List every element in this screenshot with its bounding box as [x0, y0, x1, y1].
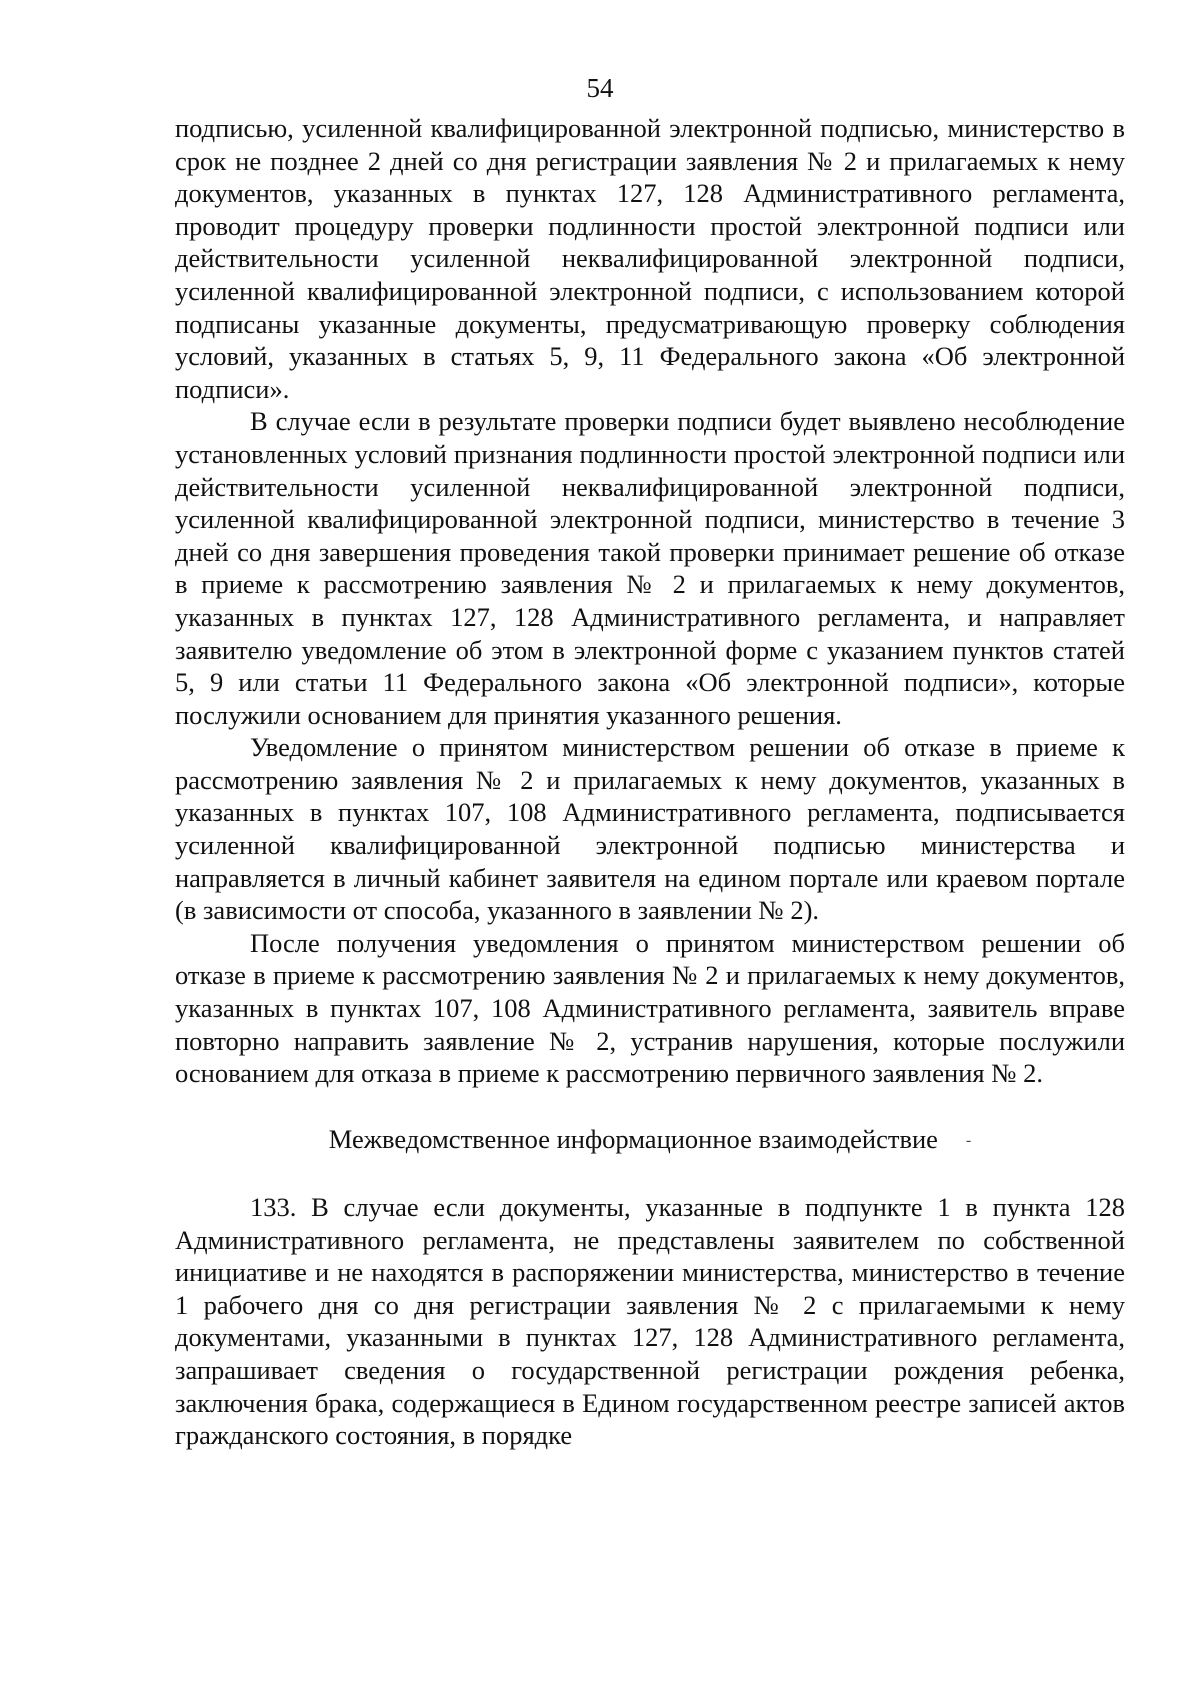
paragraph-refusal-notice: Уведомление о принятом министерством решении об отказе в приеме к рассмотрению заявления № 2 и прилагаемых к нему документов, указанных в указанных в пунктах 107, 108 Административного регламента, подписывается усиленной квалифицированной электронной подписью министерства и направляется в личный кабинет заявителя на едином портале или краевом портале (в зависимости от способа, указанного в заявлении № 2).	[175, 732, 1125, 926]
page-number: 54	[586, 73, 614, 103]
paragraph-continuation: подписью, усиленной квалифицированной электронной подписью, министерство в срок не позднее 2 дней со дня регистрации заявления № 2 и прилагаемых к нему документов, указанных в пунктах 127, 128 Административного регламента, проводит процедуру проверки подлинности простой электронной подписи или действительности усиленной неквалифицированной электронной подписи, усиленной квалифицированной электронной подписи, с использованием которой подписаны указанные документы, предусматривающую проверку соблюдения условий, указанных в статьях 5, 9, 11 Федерального закона «Об электронной подписи».	[175, 113, 1125, 404]
paragraph-133: 133. В случае если документы, указанные в подпункте 1 в пункта 128 Административного регламента, не представлены заявителем по собственной инициативе и не находятся в распоряжении министерства, министерство в течение 1 рабочего дня со дня регистрации заявления № 2 с прилагаемыми к нему документами, указанными в пунктах 127, 128 Административного регламента, запрашивает сведения о государственной регистрации рождения ребенка, заключения брака, содержащиеся в Едином государственном реестре записей актов гражданского состояния, в порядке	[175, 1192, 1125, 1451]
section-heading-text: Межведомственное информационное взаимодействие	[328, 1123, 938, 1154]
section-heading-mark: -	[965, 1132, 972, 1150]
document-body	[175, 112, 1125, 1452]
paragraph-resubmission: После получения уведомления о принятом министерством решении об отказе в приеме к рассмотрению заявления № 2 и прилагаемых к нему документов, указанных в пунктах 107, 108 Административного регламента, заявитель вправе повторно направить заявление № 2, устранив нарушения, которые послужили основанием для отказа в приеме к рассмотрению первичного заявления № 2.	[175, 927, 1125, 1089]
section-heading	[175, 1123, 1125, 1158]
paragraph-signature-check: В случае если в результате проверки подписи будет выявлено несоблюдение установленных условий признания подлинности простой электронной подписи или действительности усиленной неквалифицированной электронной подписи, усиленной квалифицированной электронной подписи, министерство в течение 3 дней со дня завершения проведения такой проверки принимает решение об отказе в приеме к рассмотрению заявления № 2 и прилагаемых к нему документов, указанных в пунктах 127, 128 Административного регламента, и направляет заявителю уведомление об этом в электронной форме с указанием пунктов статей 5, 9 или статьи 11 Федерального закона «Об электронной подписи», которые послужили основанием для принятия указанного решения.	[175, 406, 1125, 730]
